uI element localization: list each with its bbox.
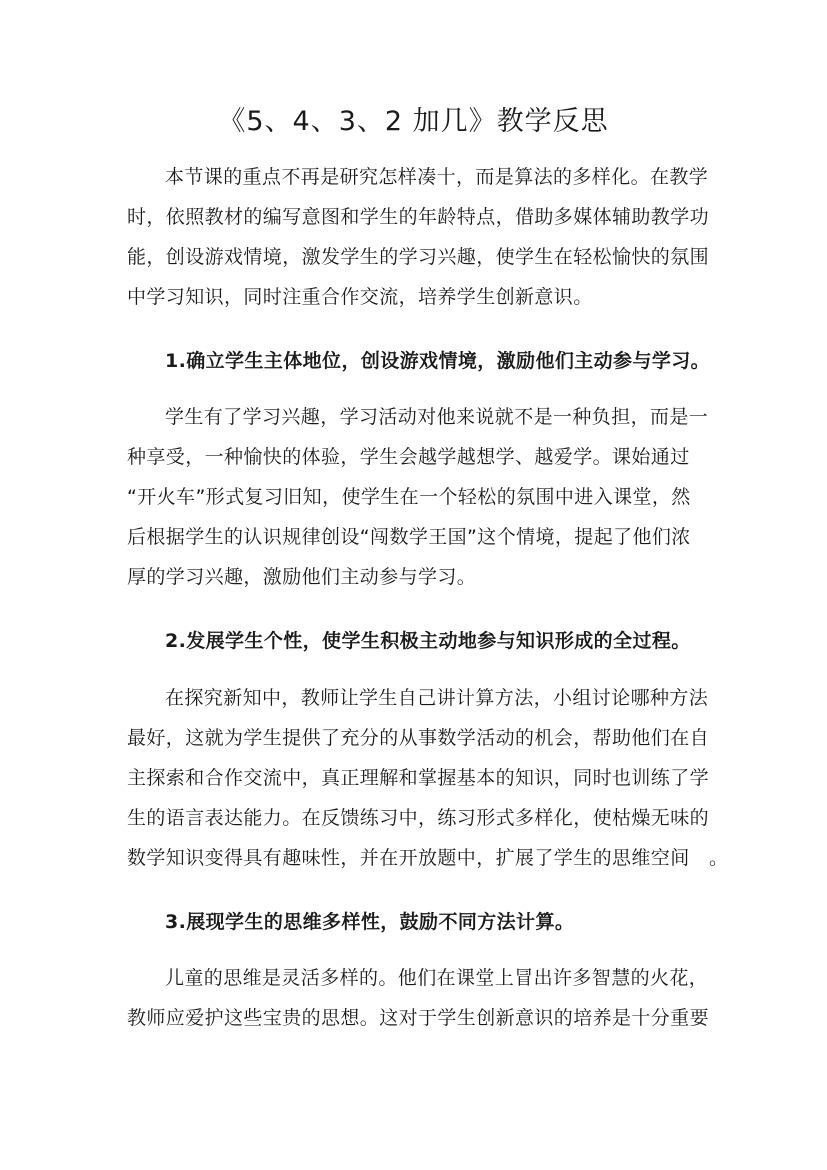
section-2-heading: 2.发展学生个性，使学生积极主动地参与知识形成的全过程。 [165, 630, 691, 652]
section-2-line: 主探索和合作交流中，真正理解和掌握基本的知识，同时也训练了学 [127, 767, 710, 789]
section-3-line: 教师应爱护这些宝贵的思想。这对于学生创新意识的培养是十分重要 [127, 1007, 710, 1029]
section-2-line: 生的语言表达能力。在反馈练习中，练习形式多样化，使枯燥无味的 [127, 807, 710, 829]
section-1-line: 种享受，一种愉快的体验，学生会越学越想学、越爱学。课始通过 [127, 446, 690, 468]
intro-line: 时，依照教材的编写意图和学生的年龄特点，借助多媒体辅助教学功 [127, 206, 710, 228]
section-1-line: 学生有了学习兴趣，学习活动对他来说就不是一种负担，而是一 [165, 406, 709, 428]
section-1-heading: 1.确立学生主体地位，创设游戏情境，激励他们主动参与学习。 [165, 350, 711, 372]
section-1-line: 厚的学习兴趣，激励他们主动参与学习。 [127, 566, 477, 588]
section-1-line: “开火车”形式复习旧知，使学生在一个轻松的氛围中进入课堂，然 [127, 486, 691, 508]
intro-line: 中学习知识，同时注重合作交流，培养学生创新意识。 [127, 286, 593, 308]
intro-line: 能，创设游戏情境，激发学生的学习兴趣，使学生在轻松愉快的氛围 [127, 246, 710, 268]
section-2-line: 最好，这就为学生提供了充分的从事数学活动的机会，帮助他们在自 [127, 727, 710, 749]
intro-line: 本节课的重点不再是研究怎样凑十，而是算法的多样化。在教学 [165, 166, 709, 188]
section-2-line: 在探究新知中，教师让学生自己讲计算方法，小组讨论哪种方法 [165, 687, 709, 709]
section-3-line: 儿童的思维是灵活多样的。他们在课堂上冒出许多智慧的火花， [165, 967, 709, 989]
document-title: 《5、4、3、2 加几》教学反思 [218, 106, 609, 137]
section-1-line: 后根据学生的认识规律创设“闯数学王国”这个情境，提起了他们浓 [127, 526, 691, 548]
section-2-line: 数学知识变得具有趣味性，并在开放题中，扩展了学生的思维空间 。 [127, 847, 729, 869]
section-3-heading: 3.展现学生的思维多样性，鼓励不同方法计算。 [165, 911, 575, 933]
